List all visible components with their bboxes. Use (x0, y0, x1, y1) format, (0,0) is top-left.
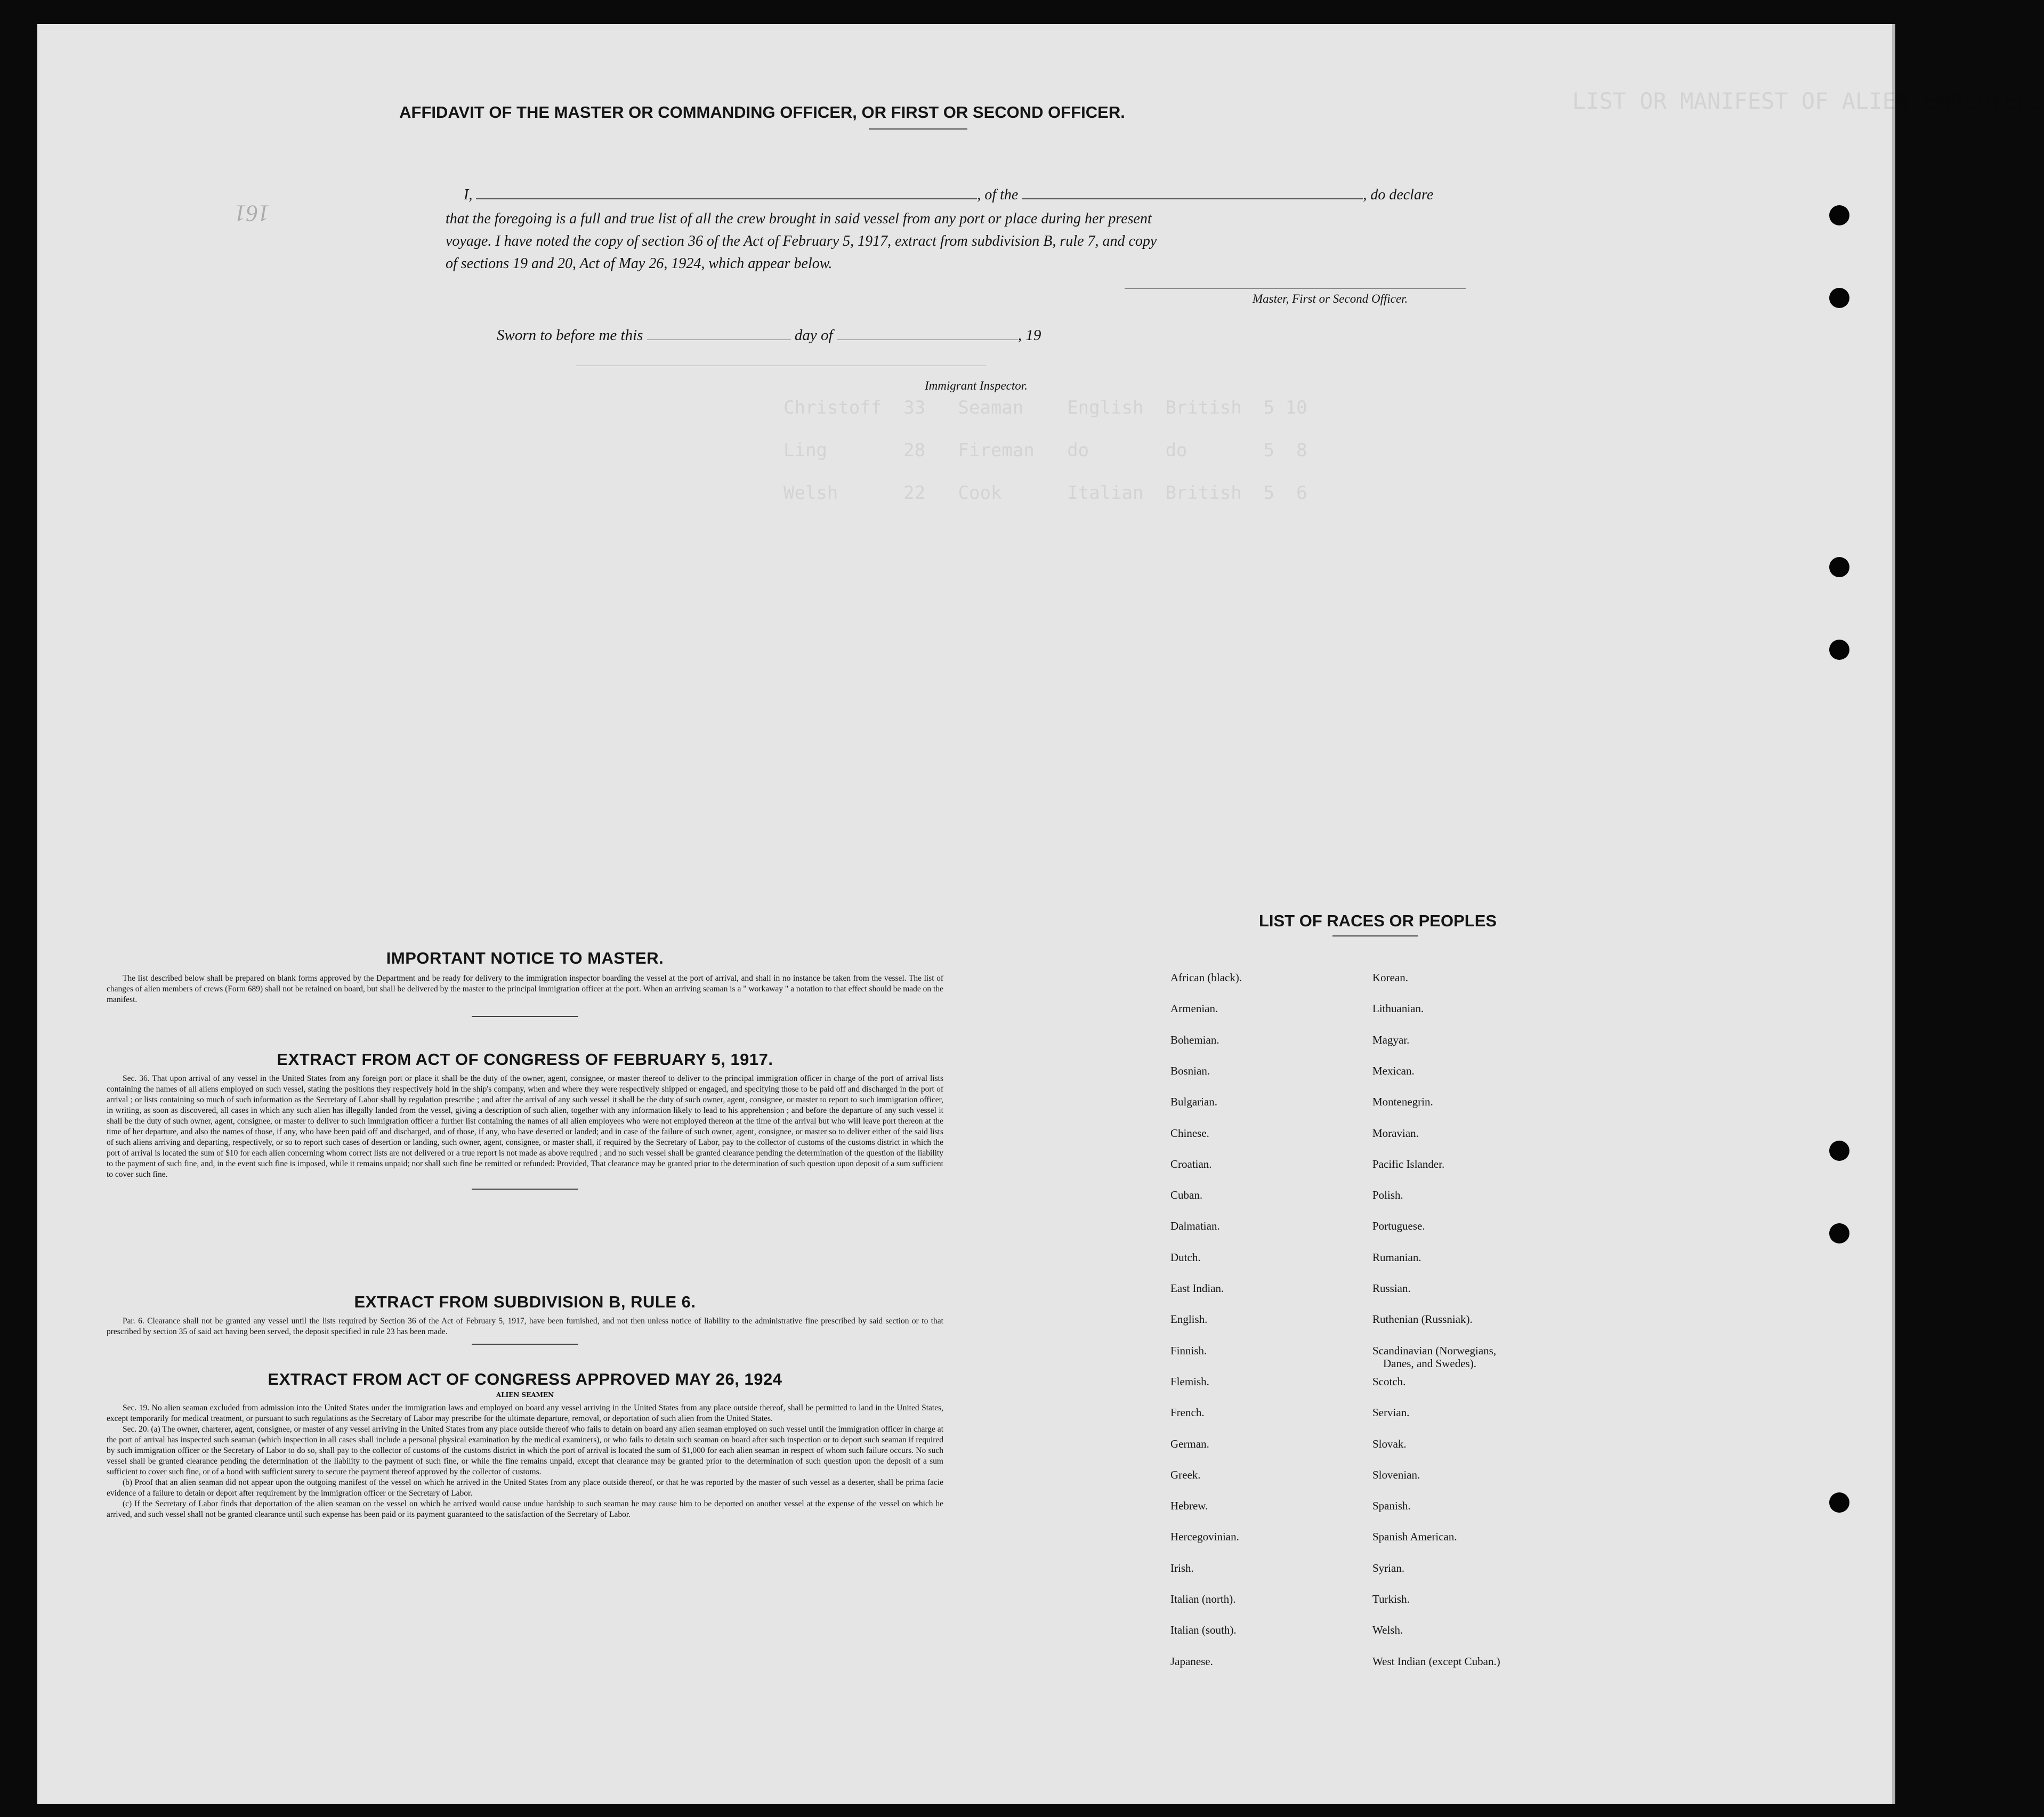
race-item: Russian. (1372, 1282, 1411, 1295)
extract-rule6-text: Par. 6. Clearance shall not be granted any vessel until the lists required by Section 36 of the Act of February 5, 1917, have been furnished, and not then unless notice of liability to the administrative fine prescribed by said section or to that prescribed by section 35 of said act having been served, the deposit specified in rule 23 has been made. (107, 1317, 943, 1336)
race-item: German. (1170, 1437, 1209, 1450)
race-item: Slovak. (1372, 1437, 1407, 1450)
race-item: Scandinavian (Norwegians, (1372, 1344, 1497, 1357)
extract-1924-title: EXTRACT FROM ACT OF CONGRESS APPROVED MAY 26, 1924 (268, 1370, 782, 1388)
punch-hole (1829, 288, 1849, 308)
i-label: I, (464, 187, 473, 203)
name-field[interactable] (476, 188, 977, 199)
race-item: Montenegrin. (1372, 1095, 1433, 1109)
race-item: Turkish. (1372, 1593, 1410, 1605)
race-item: Slovenian. (1372, 1468, 1420, 1481)
extract-1924-section (107, 1370, 943, 1520)
divider (472, 1344, 578, 1345)
race-item: West Indian (except Cuban.) (1372, 1654, 1500, 1668)
margin-number: 161 (235, 200, 270, 227)
notice-text: The list described below shall be prepared on blank forms approved by the Department and be ready for delivery to the immigration inspector boarding the vessel at the port of arrival, and shall in no instance be taken from the vessel. The list of changes of alien members of crews (Form 689) shall not be retained on board, but shall be delivered by the master to the principal immigration officer at the port. When an arriving seaman is a " workaway " a notation to that effect should be made on the manifest. (107, 974, 943, 1004)
races-title: LIST OF RACES OR PEOPLES (1258, 911, 1497, 930)
of-the-label: , of the (977, 187, 1019, 203)
signature-line[interactable] (1125, 288, 1466, 289)
race-item: Moravian. (1372, 1126, 1419, 1140)
race-item: Cuban. (1170, 1189, 1203, 1202)
extract-1924-subtitle: ALIEN SEAMEN (496, 1391, 554, 1399)
year-label: , 19 (1017, 327, 1041, 344)
extract-1917-text: Sec. 36. That upon arrival of any vessel in the United States from any foreign port or place it shall be the duty of the owner, agent, consignee, or master thereof to deliver to the principal immigration officer in charge of the port of arrival lists containing the names of all aliens employed on such vessel, stating the positions they respectively hold in the ship's company, when and where they were respectively shipped or engaged, and specifying those to be paid off and discharged in the port of arrival ; or lists containing so much of such information as the Secretary of Labor shall by regulation prescribe ; and after the arrival of any such vessel it shall be the duty of such owner, agent, consignee, or master to report to such immigration officer, in writing, as soon as discovered, all cases in which any such alien has illegally landed from the vessel, giving a description of such alien, together with any information likely to lead to his apprehension ; and before the departure of any such vessel it shall be the duty of such owner, agent, consignee, or master to deliver to such immigration officer a further list containing the names of all alien employees who were not employed thereon at the time of the arrival but who will leave port thereon at the time of her departure, and also the names of those, if any, who have been paid off and discharged, and of those, if any, who have deserted or landed; and in case of the failure of such owner, agent, consignee, or master so to deliver either of the said lists of such aliens arriving and departing, respectively, or so to report such cases of desertion or landing, such owner, agent, consignee, or master shall, if required by the Secretary of Labor, pay to the collector of customs of the customs district in which the port of arrival is located the sum of $10 for each alien concerning whom correct lists are not delivered or a true report is not made as above required ; and no such vessel shall be granted clearance pending the determination of the question of the liability to the payment of such fine, and, in the event such fine is imposed, while it remains unpaid; nor shall such fine be remitted or refunded: Provided, That clearance may be granted prior to the determination of such question upon deposit of a sum sufficient to cover such fine. (107, 1074, 943, 1179)
sworn-line (497, 327, 1041, 344)
race-item: Dalmatian. (1170, 1220, 1220, 1233)
sworn-day-field[interactable] (647, 329, 791, 340)
race-item: Scotch. (1372, 1375, 1406, 1388)
races-title-rule (1332, 935, 1418, 936)
race-item: Bohemian. (1170, 1033, 1219, 1046)
race-item-continuation: Danes, and Swedes). (1383, 1356, 1476, 1370)
notice-section (107, 949, 943, 1017)
race-item: Hebrew. (1170, 1499, 1208, 1513)
vessel-field[interactable] (1022, 188, 1363, 199)
race-item: Dutch. (1170, 1250, 1201, 1264)
race-item: Bulgarian. (1170, 1095, 1218, 1109)
race-item: Italian (north). (1170, 1593, 1236, 1605)
race-item: Japanese. (1170, 1654, 1213, 1668)
race-item: Mexican. (1372, 1064, 1415, 1077)
race-item: African (black). (1170, 971, 1242, 984)
document-page (37, 24, 2044, 1804)
bleed-through-text: Ling 28 Fireman do do 5 8 (783, 440, 1307, 461)
sworn-month-field[interactable] (837, 329, 1018, 340)
day-of-label: day of (794, 327, 833, 344)
divider (472, 1016, 578, 1017)
bleed-through-heading: LIST OR MANIFEST OF ALIEN EMPLOYEES (1572, 88, 2044, 114)
affidavit-line-2: voyage. I have noted the copy of section 36 of the Act of February 5, 1917, extract from subdivision B, rule 7, and copy (446, 233, 1157, 249)
affidavit-declaration-line (464, 184, 1535, 206)
bleed-through-text: Christoff 33 Seaman English British 5 10 (783, 397, 1307, 418)
race-item: Spanish American. (1372, 1530, 1457, 1544)
race-item: Flemish. (1170, 1375, 1209, 1388)
sec-20a: Sec. 20. (a) The owner, charterer, agent, consignee, or master of any vessel arriving in the United States from any place outside thereof who fails to detain on board any alien seaman employed on such vessel until the immigration officer in charge at the port of arrival has inspected such seaman (which inspection in all cases shall include a personal physical examination by the medical examiners), or who fails to detain such seaman on board after such inspection or to deport such seaman if required by such immigration officer or the Secretary of Labor to do so, shall pay to the collector of customs of the customs district in which the port of arrival is located the sum of $1,000 for each alien seaman in respect of whom such failure occurs. No such vessel shall be granted clearance pending the determination of the liability to the payment of such fine, or while the fine remains unpaid, except that clearance may be granted prior to the determination of such question upon the deposit of a sum sufficient to cover such fine, or of a bond with sufficient surety to secure the payment thereof approved by the collector of customs. (107, 1425, 943, 1476)
signature-label: Master, First or Second Officer. (1253, 292, 1408, 305)
extract-rule6-section (107, 1293, 943, 1345)
sworn-label: Sworn to before me this (497, 327, 643, 344)
race-item: Spanish. (1372, 1499, 1411, 1513)
punch-hole (1829, 557, 1849, 577)
race-item: Irish. (1170, 1561, 1194, 1574)
punch-hole (1829, 1141, 1849, 1161)
race-item: Greek. (1170, 1468, 1201, 1481)
race-item: Chinese. (1170, 1126, 1209, 1140)
notice-title: IMPORTANT NOTICE TO MASTER. (386, 949, 664, 967)
race-item: Korean. (1372, 971, 1409, 984)
extract-1917-title: EXTRACT FROM ACT OF CONGRESS OF FEBRUARY 5, 1917. (277, 1050, 773, 1069)
race-item: Croatian. (1170, 1157, 1212, 1170)
punch-hole (1829, 1223, 1849, 1243)
race-item: Armenian. (1170, 1002, 1218, 1015)
race-item: Pacific Islander. (1372, 1157, 1445, 1170)
bleed-through-text: Welsh 22 Cook Italian British 5 6 (783, 482, 1307, 504)
race-item: East Indian. (1170, 1282, 1224, 1295)
do-declare-label: , do declare (1363, 187, 1434, 203)
inspector-label: Immigrant Inspector. (925, 379, 1028, 392)
title-rule (869, 128, 967, 130)
race-item: Hercegovinian. (1170, 1530, 1239, 1544)
race-item: Bosnian. (1170, 1064, 1210, 1077)
race-item: Italian (south). (1170, 1624, 1237, 1637)
punch-hole (1829, 640, 1849, 660)
punch-hole (1829, 1492, 1849, 1513)
punch-hole (1829, 205, 1849, 225)
race-item: Rumanian. (1372, 1250, 1421, 1264)
race-item: Finnish. (1170, 1344, 1207, 1357)
race-item: Portuguese. (1372, 1220, 1425, 1233)
race-item: English. (1170, 1313, 1208, 1326)
sec-19: Sec. 19. No alien seaman excluded from admission into the United States under the immigration laws and employed on board any vessel arriving in the United States from any place outside thereof, shall be permitted to land in the United States, except temporarily for medical treatment, or pursuant to such regulations as the Secretary of Labor may prescribe for the ultimate departure, removal, or deportation of such alien from the United States. (107, 1403, 943, 1423)
race-item: Servian. (1372, 1406, 1410, 1419)
extract-1917-section (107, 1050, 943, 1190)
race-item: Lithuanian. (1372, 1002, 1424, 1015)
affidavit-line-3: of sections 19 and 20, Act of May 26, 1924, which appear below. (446, 255, 833, 272)
affidavit-text (446, 208, 1538, 275)
divider (472, 1189, 578, 1190)
extract-1924-text (107, 1403, 943, 1520)
race-item: Polish. (1372, 1189, 1403, 1202)
race-item: French. (1170, 1406, 1205, 1419)
race-item: Magyar. (1372, 1033, 1410, 1046)
sec-20c: (c) If the Secretary of Labor finds that deportation of the alien seaman on the vessel on which he arrived would cause undue hardship to such seaman he may cause him to be deported on another vessel at the expense of the vessel on which he arrived, and such vessel shall not be granted clearance until such expense has been paid or its payment guaranteed to the satisfaction of the Secretary of Labor. (107, 1499, 943, 1519)
affidavit-title: AFFIDAVIT OF THE MASTER OR COMMANDING OFFICER, OR FIRST OR SECOND OFFICER. (399, 103, 1125, 122)
sec-20b: (b) Proof that an alien seaman did not appear upon the outgoing manifest of the vessel on which he arrived in the United States from any place outside thereof, or that he was reported by the master of such vessel as a deserter, shall be prima facie evidence of a failure to detain or deport after requirement by the immigration officer or the Secretary of Labor. (107, 1478, 943, 1498)
affidavit-line-1: that the foregoing is a full and true list of all the crew brought in said vessel from any port or place during her present (446, 211, 1152, 227)
race-item: Welsh. (1372, 1624, 1403, 1637)
extract-rule6-title: EXTRACT FROM SUBDIVISION B, RULE 6. (354, 1293, 696, 1311)
race-item: Syrian. (1372, 1561, 1405, 1574)
race-item: Ruthenian (Russniak). (1372, 1313, 1473, 1326)
